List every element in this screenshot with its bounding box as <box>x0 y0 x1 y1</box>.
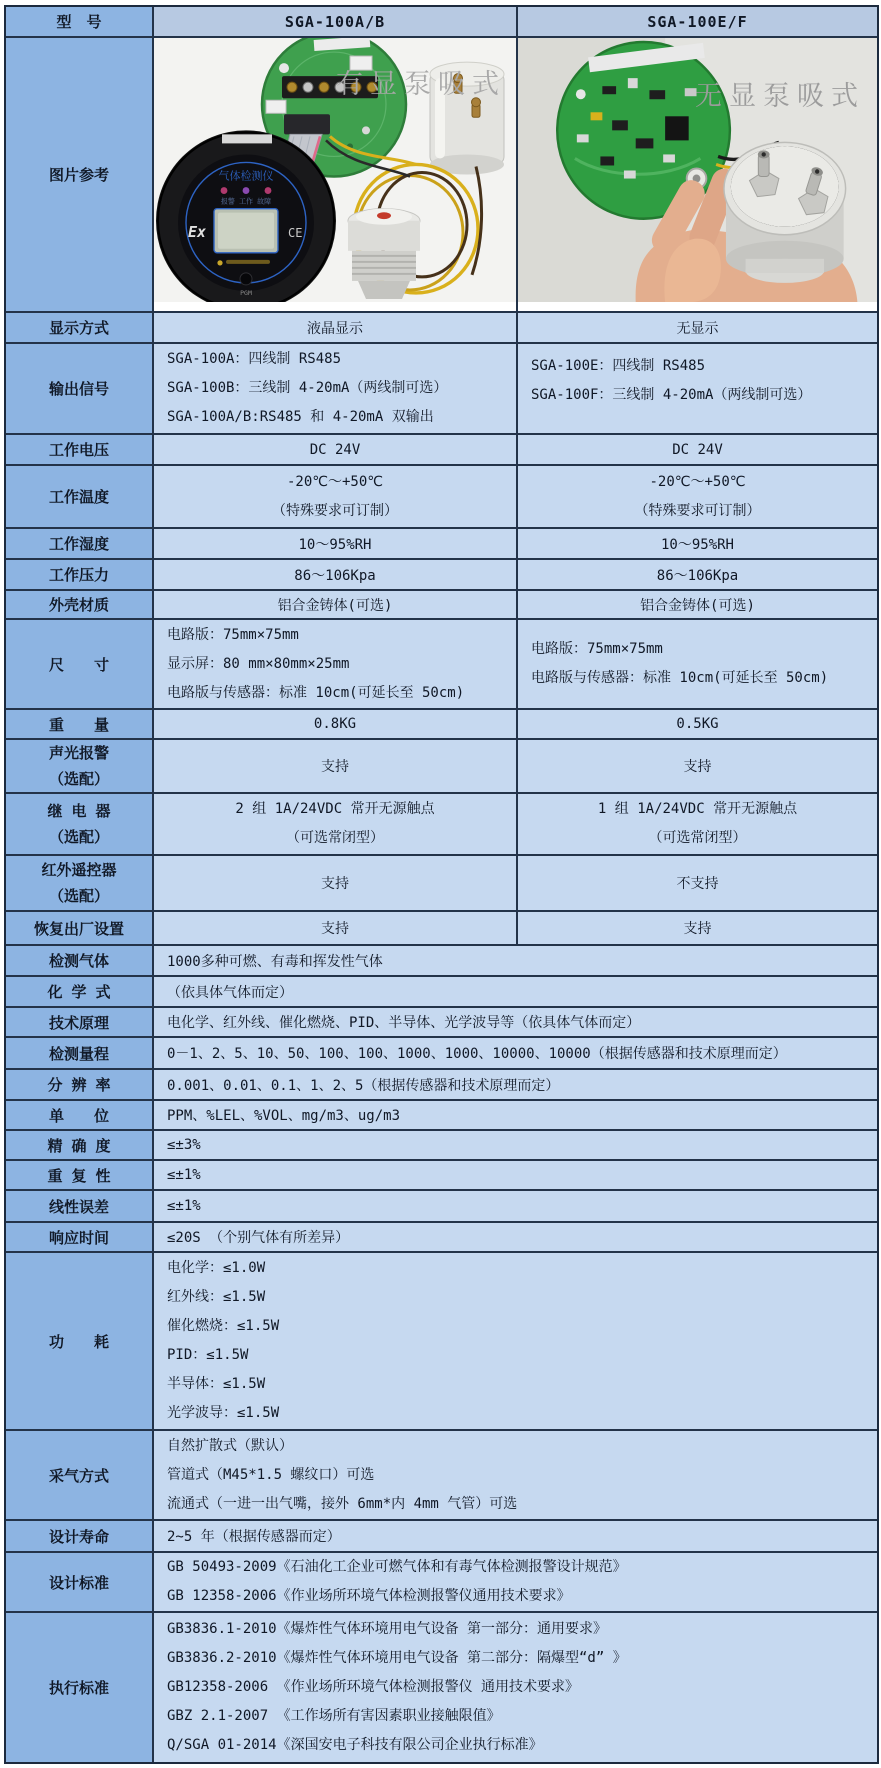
spec-value-accuracy: ≤±3% <box>154 1131 877 1159</box>
spec-line: 电路版：75mm×75mm <box>531 641 663 657</box>
spec-value-unit: PPM、%LEL、%VOL、mg/m3、ug/m3 <box>154 1101 877 1129</box>
spec-label-power: 功 耗 <box>6 1253 152 1429</box>
spec-label-remote <box>6 856 152 910</box>
spec-value-temperature-b <box>518 466 877 527</box>
spec-line: （可选常闭型） <box>648 830 747 846</box>
spec-value-temperature-a <box>154 466 516 527</box>
spec-line: 显示屏：80 mm×80mm×25mm <box>167 655 350 672</box>
spec-table <box>4 5 879 1764</box>
spec-value-exec-std <box>154 1613 877 1762</box>
spec-label-linearity: 线性误差 <box>6 1191 152 1221</box>
spec-label-humidity: 工作湿度 <box>6 529 152 558</box>
sensor-cylinder-icon <box>724 142 846 283</box>
spec-label-photos: 图片参考 <box>6 38 152 311</box>
spec-value-alarm-a: 支持 <box>154 740 516 792</box>
spec-line: 1 组 1A/24VDC 常开无源触点 <box>597 801 798 817</box>
spec-label-weight: 重 量 <box>6 710 152 738</box>
spec-line: GB 12358-2006《作业场所环境气体检测报警仪通用技术要求》 <box>167 1588 571 1604</box>
spec-value-power <box>154 1253 877 1429</box>
product-photo-sga-100ef <box>518 38 877 311</box>
spec-line: SGA-100E：四线制 RS485 <box>531 358 706 374</box>
spec-label-design-std: 设计标准 <box>6 1553 152 1611</box>
header-model-label: 型 号 <box>6 7 152 36</box>
spec-value-relay-a <box>154 794 516 854</box>
spec-line: SGA-100A：四线制 RS485 <box>167 351 342 367</box>
product-photo-sga-100ab <box>154 38 516 311</box>
spec-line: 光学波导：≤1.5W <box>167 1405 280 1421</box>
header-model-a: SGA-100A/B <box>154 7 516 36</box>
spec-label-line: （选配） <box>48 770 109 788</box>
spec-line: -20℃～+50℃ <box>286 473 384 490</box>
spec-label-repeatability: 重 复 性 <box>6 1161 152 1189</box>
svg-text:Ex: Ex <box>188 222 207 241</box>
spec-value-weight-a: 0.8KG <box>154 710 516 738</box>
spec-label-output: 输出信号 <box>6 344 152 433</box>
spec-value-response: ≤20S （个别气体有所差异） <box>154 1223 877 1251</box>
spec-value-display-b: 无显示 <box>518 313 877 342</box>
spec-line: 半导体：≤1.5W <box>167 1376 266 1392</box>
spec-label-pressure: 工作压力 <box>6 560 152 589</box>
spec-line: GB3836.2-2010《爆炸性气体环境用电气设备 第二部分：隔爆型“d” 》 <box>167 1650 627 1666</box>
spec-label-response: 响应时间 <box>6 1223 152 1251</box>
spec-line: 电路版：75mm×75mm <box>167 626 299 643</box>
spec-label-line: 继 电 器 <box>47 802 111 820</box>
spec-label-display: 显示方式 <box>6 313 152 342</box>
spec-value-alarm-b: 支持 <box>518 740 877 792</box>
header-model-b: SGA-100E/F <box>518 7 877 36</box>
spec-label-line: 红外遥控器 <box>41 861 117 879</box>
svg-text:气体检测仪: 气体检测仪 <box>218 169 274 183</box>
spec-label-line: 声光报警 <box>48 744 109 762</box>
spec-line: 自然扩散式（默认） <box>167 1437 293 1454</box>
spec-label-reset: 恢复出厂设置 <box>6 912 152 944</box>
spec-line: 管道式（M45*1.5 螺纹口）可选 <box>167 1466 375 1483</box>
spec-line: Q/SGA 01-2014《深国安电子科技有限公司企业执行标准》 <box>167 1737 543 1753</box>
spec-value-pressure-a: 86～106Kpa <box>154 560 516 589</box>
spec-value-lifetime: 2~5 年（根据传感器而定） <box>154 1521 877 1551</box>
svg-text:CE: CE <box>288 225 303 240</box>
spec-label-line: （选配） <box>48 828 109 846</box>
spec-value-output-b <box>518 344 877 433</box>
spec-value-design-std <box>154 1553 877 1611</box>
spec-line: 电路版与传感器：标准 10cm(可延长至 50cm) <box>531 670 829 686</box>
svg-text:报警 工作 故障: 报警 工作 故障 <box>220 196 272 206</box>
spec-value-pressure-b: 86～106Kpa <box>518 560 877 589</box>
spec-line: -20℃～+50℃ <box>649 473 746 490</box>
spec-value-housing-a: 铝合金铸体(可选) <box>154 591 516 618</box>
spec-line: （特殊要求可订制） <box>272 502 398 519</box>
spec-value-principle: 电化学、红外线、催化燃烧、PID、半导体、光学波导等（依具体气体而定） <box>154 1008 877 1036</box>
spec-value-linearity: ≤±1% <box>154 1191 877 1221</box>
spec-value-voltage-b: DC 24V <box>518 435 877 464</box>
spec-line: 红外线：≤1.5W <box>167 1289 266 1305</box>
spec-label-unit: 单 位 <box>6 1101 152 1129</box>
spec-value-voltage-a: DC 24V <box>154 435 516 464</box>
svg-text:PGM: PGM <box>240 288 252 297</box>
watermark-pump-no-display: 无显泵吸式 <box>695 81 865 112</box>
spec-label-sampling: 采气方式 <box>6 1431 152 1519</box>
spec-value-size-a <box>154 620 516 708</box>
spec-label-temperature: 工作温度 <box>6 466 152 527</box>
watermark-pump-with-display: 有显泵吸式 <box>336 69 506 100</box>
spec-line: 电路版与传感器：标准 10cm(可延长至 50cm) <box>167 684 465 701</box>
spec-line: 电化学：≤1.0W <box>167 1260 266 1276</box>
spec-line: （可选常闭型） <box>286 830 384 846</box>
spec-label-voltage: 工作电压 <box>6 435 152 464</box>
spec-line: 2 组 1A/24VDC 常开无源触点 <box>235 801 435 817</box>
spec-line: GBZ 2.1-2007 《工作场所有害因素职业接触限值》 <box>167 1708 501 1724</box>
spec-value-repeatability: ≤±1% <box>154 1161 877 1189</box>
spec-label-resolution: 分 辨 率 <box>6 1070 152 1099</box>
spec-label-lifetime: 设计寿命 <box>6 1521 152 1551</box>
spec-label-exec-std: 执行标准 <box>6 1613 152 1762</box>
spec-line: SGA-100A/B:RS485 和 4-20mA 双输出 <box>167 409 434 425</box>
spec-value-formula: （依具体气体而定） <box>154 977 877 1006</box>
spec-value-remote-b: 不支持 <box>518 856 877 910</box>
spec-value-humidity-b: 10～95%RH <box>518 529 877 558</box>
spec-line: 催化燃烧：≤1.5W <box>167 1318 280 1334</box>
spec-line: SGA-100F：三线制 4-20mA（两线制可选） <box>531 387 812 403</box>
spec-value-humidity-a: 10～95%RH <box>154 529 516 558</box>
spec-value-resolution: 0.001、0.01、0.1、1、2、5（根据传感器和技术原理而定） <box>154 1070 877 1099</box>
spec-value-reset-a: 支持 <box>154 912 516 944</box>
spec-label-relay <box>6 794 152 854</box>
spec-value-reset-b: 支持 <box>518 912 877 944</box>
spec-label-principle: 技术原理 <box>6 1008 152 1036</box>
spec-label-gas: 检测气体 <box>6 946 152 975</box>
spec-line: GB3836.1-2010《爆炸性气体环境用电气设备 第一部分：通用要求》 <box>167 1621 608 1637</box>
spec-label-size: 尺 寸 <box>6 620 152 708</box>
spec-value-output-a <box>154 344 516 433</box>
spec-label-formula: 化 学 式 <box>6 977 152 1006</box>
spec-label-accuracy: 精 确 度 <box>6 1131 152 1159</box>
spec-line: GB12358-2006 《作业场所环境气体检测报警仪 通用技术要求》 <box>167 1679 580 1695</box>
spec-line: 流通式（一进一出气嘴，接外 6mm*内 4mm 气管）可选 <box>167 1495 518 1512</box>
spec-value-weight-b: 0.5KG <box>518 710 877 738</box>
spec-value-relay-b <box>518 794 877 854</box>
spec-label-housing: 外壳材质 <box>6 591 152 618</box>
spec-line: （特殊要求可订制） <box>634 502 761 519</box>
spec-label-line: （选配） <box>48 887 109 905</box>
spec-value-size-b <box>518 620 877 708</box>
spec-line: SGA-100B：三线制 4-20mA（两线制可选） <box>167 380 448 396</box>
spec-value-range: 0－1、2、5、10、50、100、100、1000、1000、10000、10000（根据传感器和技术原理而定） <box>154 1038 877 1068</box>
spec-label-range: 检测量程 <box>6 1038 152 1068</box>
spec-value-gas: 1000多种可燃、有毒和挥发性气体 <box>154 946 877 975</box>
spec-value-housing-b: 铝合金铸体(可选) <box>518 591 877 618</box>
spec-value-remote-a: 支持 <box>154 856 516 910</box>
spec-value-sampling <box>154 1431 877 1519</box>
spec-label-alarm <box>6 740 152 792</box>
spec-line: GB 50493-2009《石油化工企业可燃气体和有毒气体检测报警设计规范》 <box>167 1559 627 1575</box>
spec-line: PID：≤1.5W <box>167 1347 249 1363</box>
spec-value-display-a: 液晶显示 <box>154 313 516 342</box>
